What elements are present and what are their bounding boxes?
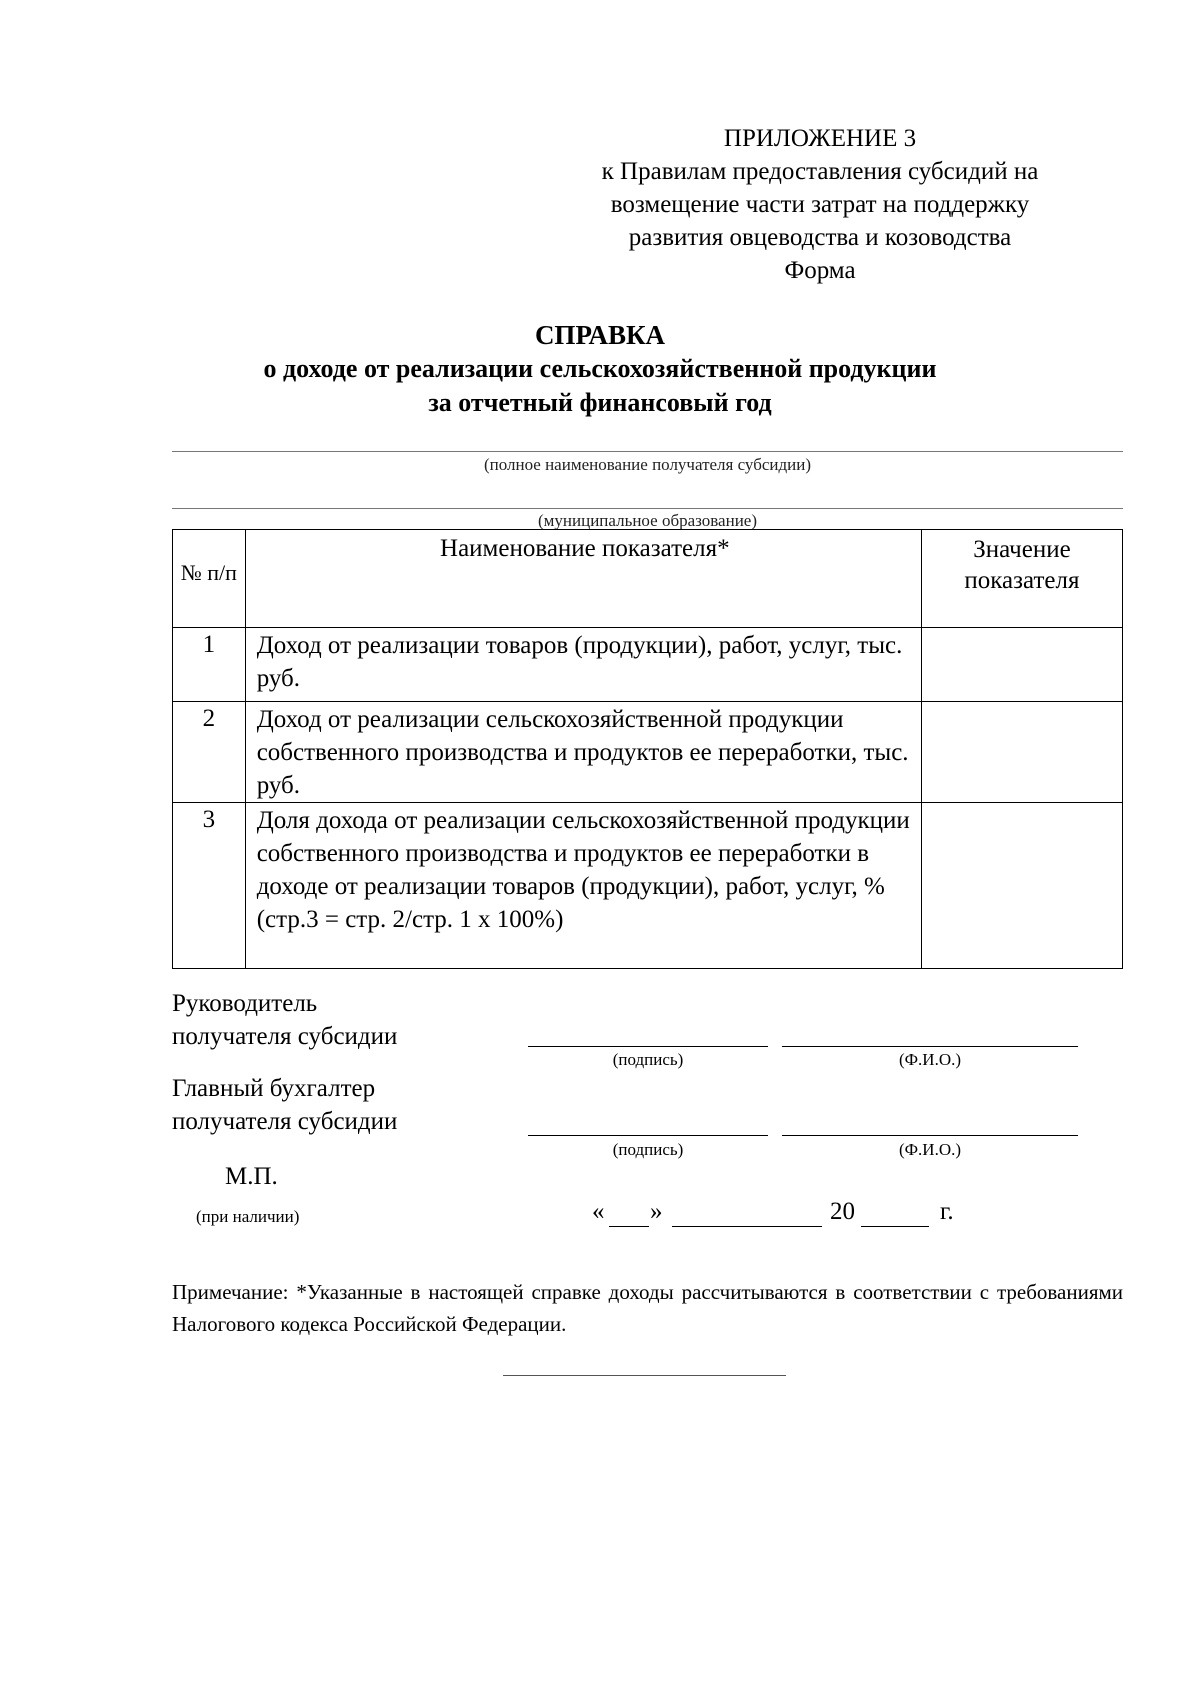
date-century: 20: [830, 1198, 855, 1225]
appendix-line: развития овцеводства и козоводства: [628, 224, 1012, 251]
date-close-quote: »: [650, 1198, 663, 1225]
table-row: [173, 702, 1123, 803]
accountant-label-line1: Главный бухгалтер: [172, 1075, 376, 1102]
accountant-signature-caption: (подпись): [612, 1140, 684, 1159]
stamp-label: М.П.: [225, 1163, 278, 1190]
municipality-caption: (муниципальное образование): [538, 511, 757, 530]
row-indicator-name: Доход от реализации сельскохозяйственной продукции собственного производства и продуктов ее переработки, тыс. руб.: [245, 702, 921, 803]
title-subtitle-line1: о доходе от реализации сельскохозяйственной продукции: [263, 354, 937, 383]
table-row: [173, 803, 1123, 969]
document-title: [150, 318, 1050, 420]
header-indicator-name: Наименование показателя*: [245, 530, 921, 628]
appendix-line: к Правилам предоставления субсидий на: [601, 158, 1039, 185]
date-open-quote: «: [592, 1198, 605, 1225]
row-num: 3: [173, 803, 246, 969]
row-indicator-name: Доля дохода от реализации сельскохозяйственной продукции собственного производства и продуктов ее переработки в доходе от реализации товаров (продукции), работ, услуг, % (стр.3 = стр. 2/стр. 1 х 100%): [245, 803, 921, 969]
date-month-field[interactable]: [672, 1226, 822, 1227]
date-year-field[interactable]: [861, 1226, 929, 1227]
municipality-field[interactable]: [172, 508, 1123, 509]
date-year-suffix: г.: [940, 1198, 954, 1225]
accountant-fio-field[interactable]: [782, 1135, 1078, 1136]
head-fio-caption: (Ф.И.О.): [898, 1050, 962, 1069]
appendix-header: [560, 122, 1080, 287]
footnote: Примечание: *Указанные в настоящей справке доходы рассчитываются в соответствии с требованиями Налогового кодекса Российской Федерации.: [172, 1280, 1123, 1336]
recipient-name-field[interactable]: [172, 451, 1123, 452]
indicators-table: [172, 529, 1123, 969]
head-label: [172, 987, 397, 1053]
table-row: [173, 628, 1123, 702]
title-main: СПРАВКА: [534, 320, 666, 350]
head-signature-field[interactable]: [528, 1046, 768, 1047]
row-num: 2: [173, 702, 246, 803]
recipient-name-caption: (полное наименование получателя субсидии): [483, 455, 812, 474]
head-label-line2: получателя субсидии: [172, 1023, 398, 1050]
table-header-row: [173, 530, 1123, 628]
head-label-line1: Руководитель: [172, 990, 318, 1017]
head-signature-caption: (подпись): [612, 1050, 684, 1069]
row-value-cell[interactable]: [921, 803, 1122, 969]
appendix-line: возмещение части затрат на поддержку: [610, 191, 1030, 218]
row-indicator-name: Доход от реализации товаров (продукции), работ, услуг, тыс. руб.: [245, 628, 921, 702]
accountant-label: [172, 1072, 397, 1138]
stamp-note: (при наличии): [196, 1207, 300, 1226]
head-fio-field[interactable]: [782, 1046, 1078, 1047]
header-num: № п/п: [173, 530, 246, 628]
header-indicator-value: Значение показателя: [921, 530, 1122, 628]
closing-separator: [503, 1375, 786, 1376]
date-day-field[interactable]: [609, 1226, 649, 1227]
row-num: 1: [173, 628, 246, 702]
row-value-cell[interactable]: [921, 628, 1122, 702]
appendix-label: ПРИЛОЖЕНИЕ 3: [723, 125, 917, 152]
row-value-cell[interactable]: [921, 702, 1122, 803]
title-subtitle-line2: за отчетный финансовый год: [428, 388, 772, 417]
accountant-fio-caption: (Ф.И.О.): [898, 1140, 962, 1159]
accountant-signature-field[interactable]: [528, 1135, 768, 1136]
accountant-label-line2: получателя субсидии: [172, 1108, 398, 1135]
form-label: Форма: [784, 257, 856, 284]
